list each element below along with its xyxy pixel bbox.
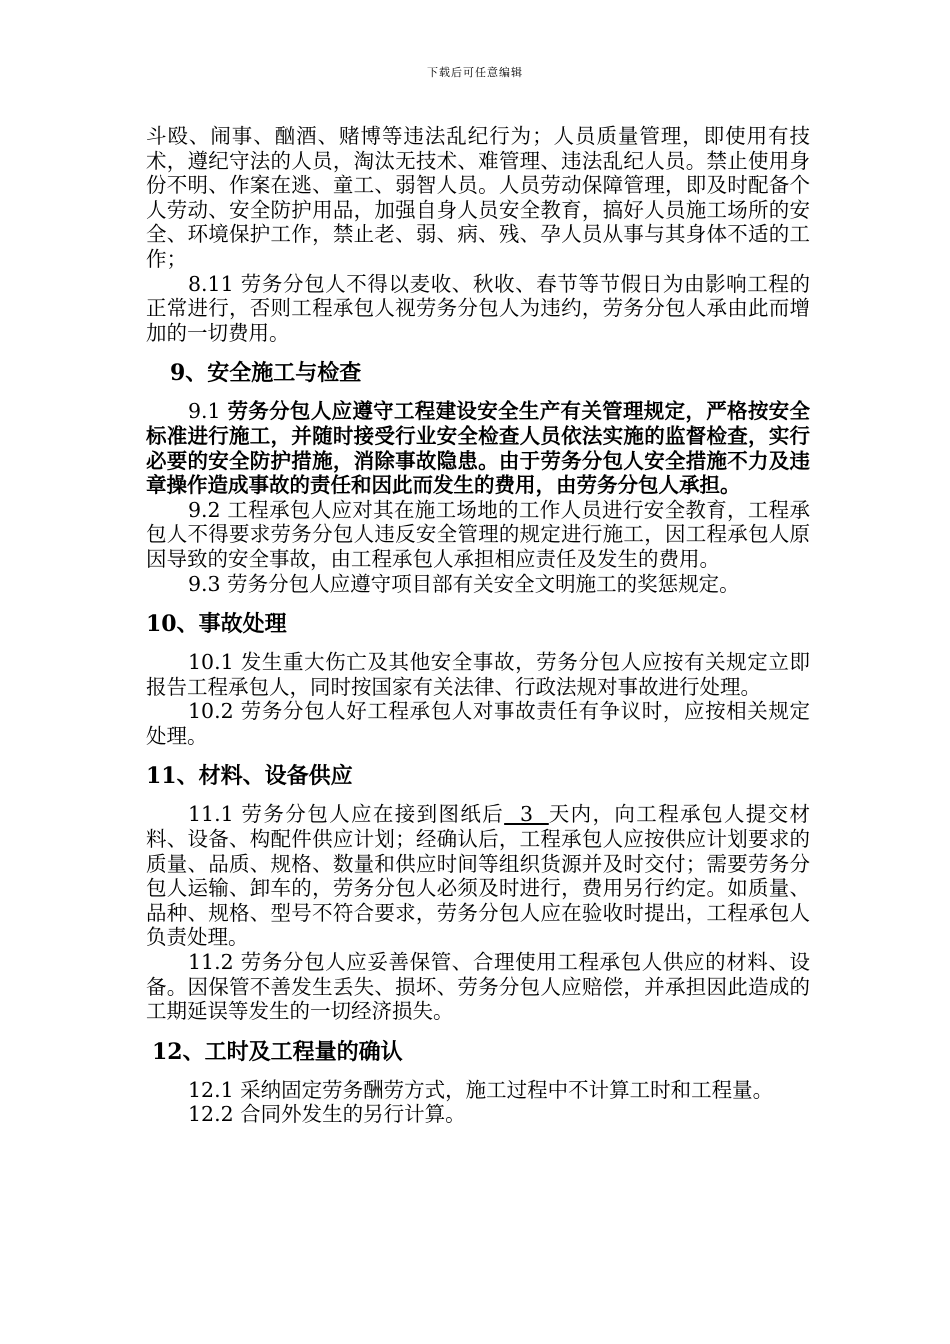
section-11-heading: 11、材料、设备供应 [146, 763, 353, 790]
paragraph-9-2: 9.2 工程承包人应对其在施工场地的工作人员进行安全教育，工程承包人不得要求劳务分包人违反安全管理的规定进行施工，因工程承包人原因导致的安全事故，由工程承包人承担相应责任及发生的费用。 [146, 497, 810, 571]
paragraph-8-10-continuation: 斗殴、闹事、酗酒、赌博等违法乱纪行为；人员质量管理，即使用有技术，遵纪守法的人员，淘汰无技术、难管理、违法乱纪人员。禁止使用身份不明、作案在逃、童工、弱智人员。人员劳动保障管理，即及时配备个人劳动、安全防护用品，加强自身人员安全教育，搞好人员施工场所的安全、环境保护工作，禁止老、弱、病、残、孕人员从事与其身体不适的工作； [146, 124, 810, 271]
days-blank-value: 3 [504, 802, 549, 827]
paragraph-9-1 [146, 399, 810, 497]
paragraph-11-1-lead: 11.1 劳务分包人应在接到图纸后 [188, 802, 505, 827]
paragraph-10-2: 10.2 劳务分包人好工程承包人对事故责任有争议时，应按相关规定处理。 [146, 699, 810, 748]
paragraph-11-2: 11.2 劳务分包人应妥善保管、合理使用工程承包人供应的材料、设备。因保管不善发生丢失、损坏、劳务分包人应赔偿，并承担因此造成的工期延误等发生的一切经济损失。 [146, 950, 810, 1024]
paragraph-8-11: 8.11 劳务分包人不得以麦收、秋收、春节等节假日为由影响工程的正常进行，否则工程承包人视劳务分包人为违约，劳务分包人承由此而增加的一切费用。 [146, 271, 810, 345]
paragraph-11-1 [146, 802, 810, 950]
paragraph-12-1: 12.1 采纳固定劳务酬劳方式，施工过程中不计算工时和工程量。 [188, 1077, 774, 1102]
section-9-heading: 9、安全施工与检查 [170, 360, 362, 387]
paragraph-10-1: 10.1 发生重大伤亡及其他安全事故，劳务分包人应按有关规定立即报告工程承包人，同时按国家有关法律、行政法规对事故进行处理。 [146, 650, 810, 699]
paragraph-9-1-number: 9.1 [188, 399, 228, 424]
page-header: 下载后可任意编辑 [427, 66, 523, 79]
paragraph-12-2: 12.2 合同外发生的另行计算。 [188, 1102, 466, 1127]
paragraph-9-1-text: 劳务分包人应遵守工程建设安全生产有关管理规定，严格按安全标准进行施工，并随时接受行业安全检查人员依法实施的监督检查，实行必要的安全防护措施，消除事故隐患。由于劳务分包人安全措施不力及违章操作造成事故的责任和因此而发生的费用，由劳务分包人承担。 [146, 399, 810, 498]
paragraph-11-1-rest: 天内，向工程承包人提交材料、设备、构配件供应计划；经确认后，工程承包人应按供应计划要求的质量、品质、规格、数量和供应时间等组织货源并及时交付；需要劳务分包人运输、卸车的，劳务分包人必须及时进行，费用另行约定。如质量、品种、规格、型号不符合要求，劳务分包人应在验收时提出，工程承包人负责处理。 [146, 802, 810, 950]
section-10-heading: 10、事故处理 [146, 611, 287, 638]
paragraph-9-3: 9.3 劳务分包人应遵守项目部有关安全文明施工的奖惩规定。 [188, 571, 740, 596]
section-12-heading: 12、工时及工程量的确认 [152, 1038, 403, 1065]
document-body [146, 124, 810, 1127]
